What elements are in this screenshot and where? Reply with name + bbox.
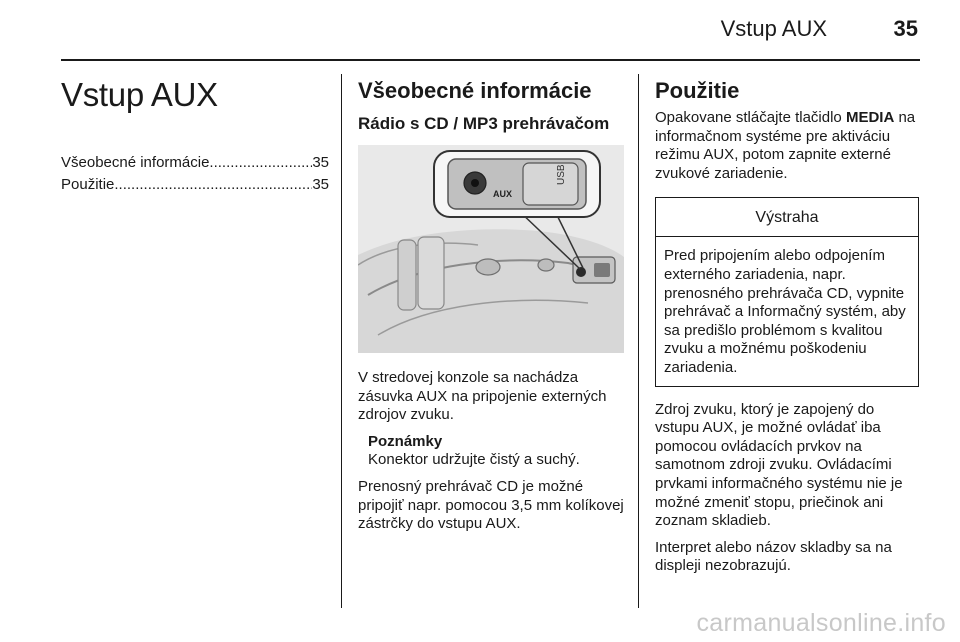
warning-body (656, 237, 918, 385)
body-text-display-info: Interpret alebo názov skladby sa na displeji nezobrazujú. (655, 538, 892, 575)
column-general-info (358, 70, 624, 534)
warning-text: Pred pripojením alebo odpojením externého zariadenia, napr. prenosného prehrávača CD, vypnite prehrávač a Informačný systém, aby sa predišlo problémom s kvalitou zvuku a možnému poškodeniu zariadenia. (664, 247, 906, 376)
aux-label: AUX (493, 189, 513, 199)
intro-text-after: na informačnom systéme pre aktiváciu režimu AUX, potom zapnite externé zvukové zariadenie. (655, 109, 916, 182)
header-section-title: Vstup AUX (720, 16, 827, 41)
toc-entry-page: 35 (312, 176, 329, 193)
header-rule (61, 59, 920, 61)
section-heading-usage: Použitie (655, 78, 740, 103)
table-of-contents (61, 152, 329, 196)
toc-leader-dots (114, 174, 312, 196)
watermark: carmanualsonline.info (696, 609, 946, 637)
warning-title: Výstraha (656, 198, 918, 237)
intro-text-before: Opakovane stláčajte tlačidlo (655, 109, 846, 126)
warning-box (655, 197, 919, 386)
body-text-usage-intro (655, 109, 921, 183)
body-text-source-control: Zdroj zvuku, ktorý je zapojený do vstupu AUX, je možné ovládať iba pomocou ovládacích prvkov na samotnom zdroji zvuku. Ovládacími prvkami informačného systému nie je možné zmeniť stopu, priečinok ani zoznam skladieb. (655, 400, 903, 530)
toc-entry-general-info[interactable] (61, 152, 329, 174)
column-divider-1 (341, 74, 342, 608)
aux-socket-illustration (358, 145, 624, 353)
note-title: Poznámky (368, 432, 443, 450)
toc-entry-label: Všeobecné informácie (61, 154, 210, 171)
page-number: 35 (893, 16, 918, 41)
column-toc (61, 70, 329, 196)
body-text-cd-player: Prenosný prehrávač CD je možné pripojiť napr. pomocou 3,5 mm kolíkovej zástrčky do vstupu AUX. (358, 477, 624, 533)
media-button-label: MEDIA (845, 109, 895, 126)
toc-entry-label: Použitie (61, 176, 115, 193)
column-divider-2 (638, 74, 639, 608)
toc-entry-usage[interactable] (61, 174, 329, 196)
chapter-title: Vstup AUX (61, 76, 218, 113)
toc-entry-page: 35 (312, 154, 329, 171)
usb-label: USB (556, 164, 567, 185)
body-text-aux-location: V stredovej konzole sa nachádza zásuvka AUX na pripojenie externých zdrojov zvuku. (358, 369, 607, 424)
subsection-heading-radio: Rádio s CD / MP3 prehrávačom (358, 114, 610, 133)
section-heading-general: Všeobecné informácie (358, 78, 592, 103)
note-text: Konektor udržujte čistý a suchý. (368, 451, 580, 469)
column-usage (655, 70, 921, 576)
note-box (358, 433, 624, 470)
toc-leader-dots (209, 152, 312, 174)
